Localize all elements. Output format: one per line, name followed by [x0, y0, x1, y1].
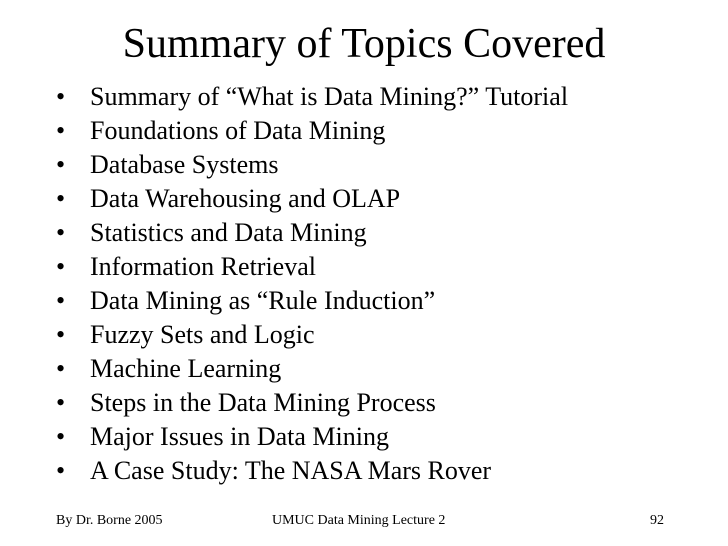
bullet-dot-icon: •: [56, 252, 66, 281]
bullet-dot-icon: •: [56, 184, 66, 213]
slide-title: Summary of Topics Covered: [122, 21, 606, 67]
bullet-dot-icon: •: [56, 354, 66, 383]
footer-author: By Dr. Borne 2005: [56, 513, 163, 528]
bullet-text: Database Systems: [90, 150, 279, 179]
bullet-dot-icon: •: [56, 82, 66, 111]
bullet-text: A Case Study: The NASA Mars Rover: [90, 456, 492, 485]
bullet-dot-icon: •: [56, 320, 66, 349]
bullet-dot-icon: •: [56, 456, 66, 485]
bullet-text: Steps in the Data Mining Process: [90, 388, 436, 417]
bullet-text: Data Warehousing and OLAP: [90, 184, 401, 213]
bullet-text: Data Mining as “Rule Induction”: [90, 286, 436, 315]
bullet-text: Fuzzy Sets and Logic: [90, 320, 315, 349]
bullet-dot-icon: •: [56, 116, 66, 145]
bullet-dot-icon: •: [56, 150, 66, 179]
footer-page-number: 92: [650, 513, 664, 528]
footer-lecture-title: UMUC Data Mining Lecture 2: [272, 513, 446, 528]
bullet-dot-icon: •: [56, 286, 66, 315]
bullet-text: Foundations of Data Mining: [90, 116, 386, 145]
bullet-text: Statistics and Data Mining: [90, 218, 367, 247]
bullet-text: Summary of “What is Data Mining?” Tutorial: [90, 82, 569, 111]
bullet-text: Major Issues in Data Mining: [90, 422, 389, 451]
bullet-text: Machine Learning: [90, 354, 282, 383]
bullet-text: Information Retrieval: [90, 252, 316, 281]
bullet-dot-icon: •: [56, 422, 66, 451]
bullet-dot-icon: •: [56, 218, 66, 247]
bullet-dot-icon: •: [56, 388, 66, 417]
